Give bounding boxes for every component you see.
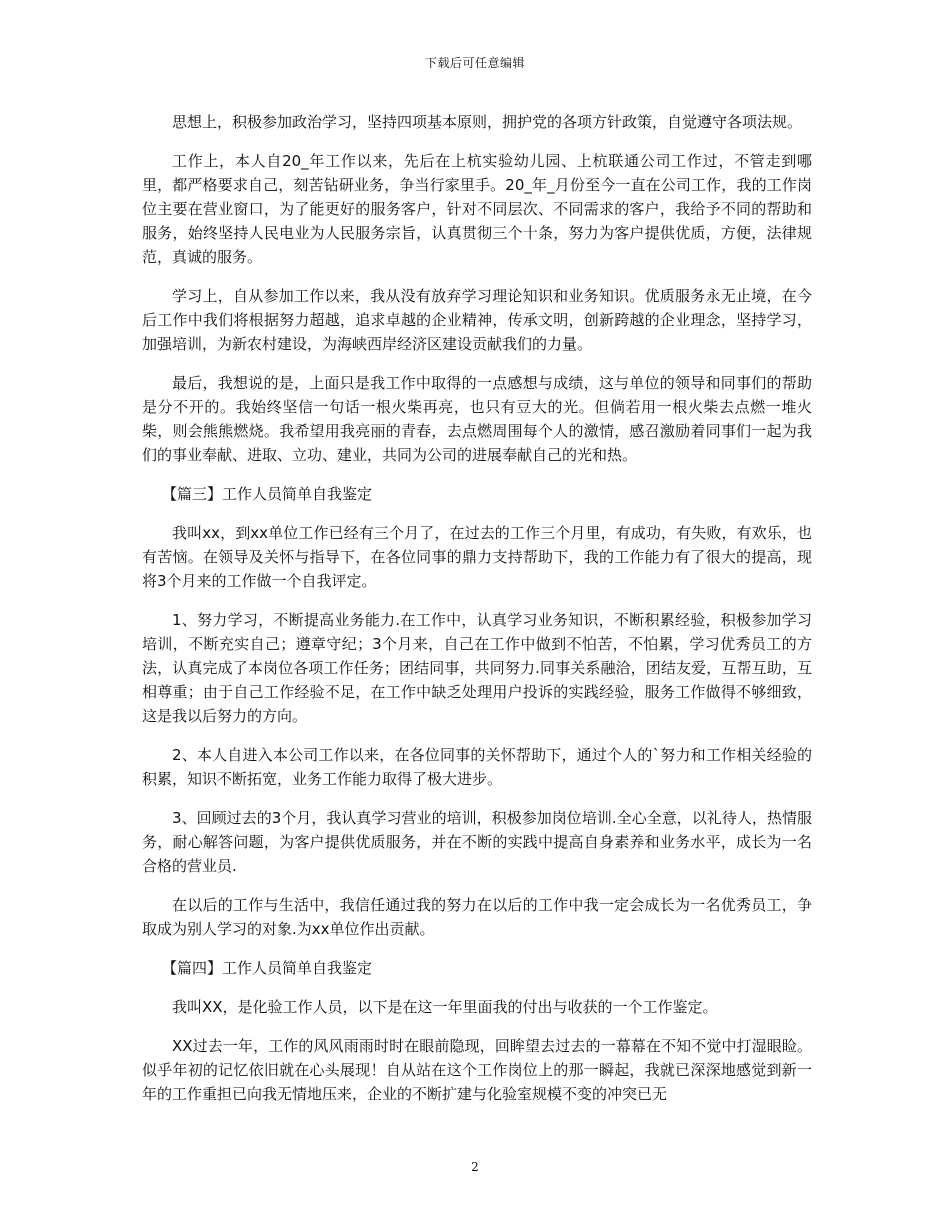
paragraph-intro-3: 我叫xx，到xx单位工作已经有三个月了，在过去的工作三个月里，有成功，有失败，有欢乐，也有苦恼。在领导及关怀与指导下，在各位同事的鼎力支持帮助下，我的工作能力有了很大的提高，现将3个月来的工作做一个自我评定。 bbox=[142, 524, 812, 590]
paragraph-item-1: 1、努力学习，不断提高业务能力.在工作中，认真学习业务知识，不断积累经验，积极参加学习培训，不断充实自己；遵章守纪；3个月来，自己在工作中做到不怕苦，不怕累，学习优秀员工的方法，认真完成了本岗位各项工作任务；团结同事，共同努力.同事关系融洽，团结友爱，互帮互助，互相尊重；由于自己工作经验不足，在工作中缺乏处理用户投诉的实践经验，服务工作做得不够细致，这是我以后努力的方向。 bbox=[142, 611, 812, 725]
paragraph-item-2: 2、本人自进入本公司工作以来，在各位同事的关怀帮助下，通过个人的`努力和工作相关经验的积累，知识不断拓宽，业务工作能力取得了极大进步。 bbox=[142, 746, 812, 788]
document-body bbox=[142, 110, 812, 1121]
paragraph-past-year: XX过去一年，工作的风风雨雨时时在眼前隐现，回眸望去过去的一幕幕在不知不觉中打湿眼睑。似乎年初的记忆依旧就在心头展现！自从站在这个工作岗位上的那一瞬起，我就已深深地感觉到新一年的工作重担已向我无情地压来，企业的不断扩建与化验室规模不变的冲突已无 bbox=[142, 1037, 812, 1103]
section-heading-3: 【篇三】工作人员简单自我鉴定 bbox=[162, 485, 373, 503]
paragraph-study: 学习上，自从参加工作以来，我从没有放弃学习理论知识和业务知识。优质服务永无止境，在今后工作中我们将根据努力超越，追求卓越的企业精神，传承文明，创新跨越的企业理念，坚持学习，加强培训，为新农村建设，为海峡西岸经济区建设贡献我们的力量。 bbox=[142, 287, 812, 353]
paragraph-ideology: 思想上，积极参加政治学习，坚持四项基本原则，拥护党的各项方针政策，自觉遵守各项法规。 bbox=[172, 113, 803, 131]
page-header: 下载后可任意编辑 bbox=[424, 56, 525, 70]
section-heading-4: 【篇四】工作人员简单自我鉴定 bbox=[162, 959, 373, 977]
paragraph-intro-4: 我叫XX，是化验工作人员，以下是在这一年里面我的付出与收获的一个工作鉴定。 bbox=[172, 998, 718, 1016]
paragraph-conclusion: 最后，我想说的是，上面只是我工作中取得的一点感想与成绩，这与单位的领导和同事们的帮助是分不开的。我始终坚信一句话一根火柴再亮，也只有豆大的光。但倘若用一根火柴去点燃一堆火柴，则会熊熊燃烧。我希望用我亮丽的青春，去点燃周围每个人的激情，感召激励着同事们一起为我们的事业奉献、进取、立功、建业，共同为公司的进展奉献自己的光和热。 bbox=[142, 374, 812, 464]
page-number: 2 bbox=[471, 1160, 479, 1174]
paragraph-work: 工作上，本人自20_年工作以来，先后在上杭实验幼儿园、上杭联通公司工作过，不管走到哪里，都严格要求自己，刻苦钻研业务，争当行家里手。20_年_月份至今一直在公司工作，我的工作岗位主要在营业窗口，为了能更好的服务客户，针对不同层次、不同需求的客户，我给予不同的帮助和服务，始终坚持人民电业为人民服务宗旨，认真贯彻三个十条，努力为客户提供优质，方便，法律规范，真诚的服务。 bbox=[142, 152, 812, 266]
paragraph-item-3: 3、回顾过去的3个月，我认真学习营业的培训，积极参加岗位培训.全心全意，以礼待人，热情服务，耐心解答问题，为客户提供优质服务，并在不断的实践中提高自身素养和业务水平，成长为一名合格的营业员. bbox=[142, 809, 812, 875]
paragraph-future: 在以后的工作与生活中，我信任通过我的努力在以后的工作中我一定会成长为一名优秀员工，争取成为别人学习的对象.为xx单位作出贡献。 bbox=[142, 896, 812, 938]
